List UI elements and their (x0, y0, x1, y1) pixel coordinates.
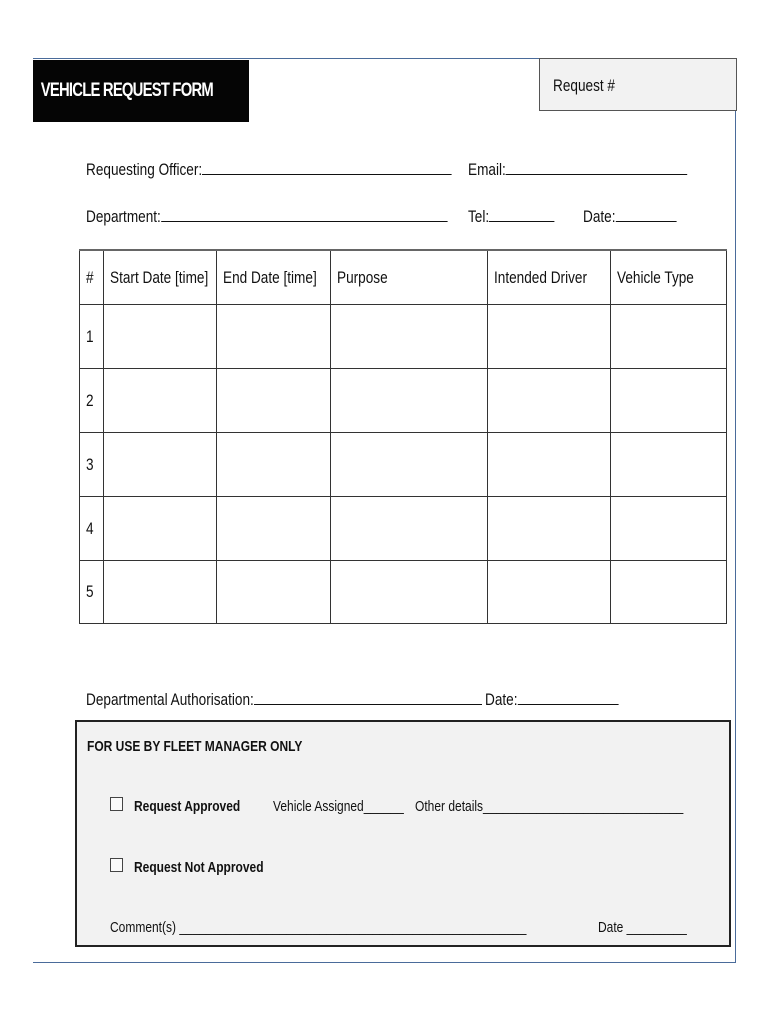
table-cell[interactable] (488, 433, 611, 497)
request-table (79, 249, 727, 624)
column-header: Intended Driver (488, 250, 611, 305)
department-row (86, 207, 447, 227)
table-cell[interactable] (488, 305, 611, 369)
table-cell[interactable] (217, 497, 331, 561)
tel-input[interactable] (489, 207, 555, 222)
authorisation-row (86, 690, 482, 710)
table-row (80, 561, 727, 624)
table-cell[interactable] (611, 433, 727, 497)
table-cell[interactable] (217, 433, 331, 497)
table-cell[interactable] (104, 561, 217, 624)
tel-row (468, 207, 555, 227)
table-cell[interactable] (611, 561, 727, 624)
table-cell[interactable] (217, 561, 331, 624)
comments-field[interactable]: Comment(s) ____________________________________________________ (110, 919, 527, 936)
requesting-officer-row (86, 160, 452, 180)
row-number: 1 (80, 305, 104, 369)
request-not-approved-label: Request Not Approved (134, 859, 264, 876)
date-input[interactable] (616, 207, 677, 222)
department-input[interactable] (161, 207, 447, 222)
column-header: Start Date [time] (104, 250, 217, 305)
request-approved-label: Request Approved (134, 798, 241, 815)
column-header: Vehicle Type (611, 250, 727, 305)
table-cell[interactable] (488, 497, 611, 561)
table-cell[interactable] (104, 305, 217, 369)
column-header: Purpose (331, 250, 488, 305)
email-input[interactable] (506, 160, 688, 175)
table-row (80, 369, 727, 433)
email-label: Email: (468, 160, 506, 179)
table-row (80, 305, 727, 369)
table-row (80, 433, 727, 497)
table-cell[interactable] (104, 497, 217, 561)
request-not-approved-checkbox[interactable] (110, 858, 123, 872)
authorisation-date-row (485, 690, 618, 710)
table-cell[interactable] (611, 497, 727, 561)
department-label: Department: (86, 207, 161, 226)
table-cell[interactable] (331, 305, 488, 369)
table-cell[interactable] (611, 305, 727, 369)
row-number: 4 (80, 497, 104, 561)
table-cell[interactable] (104, 433, 217, 497)
fleet-date-field[interactable]: Date _________ (598, 919, 687, 936)
form-title-bar (33, 60, 249, 122)
requesting-officer-label: Requesting Officer: (86, 160, 203, 179)
tel-label: Tel: (468, 207, 490, 226)
authorisation-date-input[interactable] (518, 690, 619, 705)
date-label: Date: (583, 207, 616, 226)
fleet-manager-section (75, 720, 731, 947)
email-row (468, 160, 687, 180)
table-row (80, 497, 727, 561)
request-number-field[interactable] (539, 58, 737, 111)
table-cell[interactable] (488, 369, 611, 433)
column-header: # (80, 250, 104, 305)
vehicle-assigned-field[interactable]: Vehicle Assigned______ (273, 798, 404, 815)
table-cell[interactable] (217, 305, 331, 369)
fleet-heading: FOR USE BY FLEET MANAGER ONLY (87, 738, 303, 755)
table-cell[interactable] (217, 369, 331, 433)
authorisation-label: Departmental Authorisation: (86, 690, 254, 709)
row-number: 3 (80, 433, 104, 497)
table-cell[interactable] (488, 561, 611, 624)
table-cell[interactable] (331, 497, 488, 561)
authorisation-input[interactable] (254, 690, 482, 705)
table-header-row (80, 250, 727, 305)
requesting-officer-input[interactable] (202, 160, 452, 175)
table-cell[interactable] (611, 369, 727, 433)
form-title: VEHICLE REQUEST FORM (40, 80, 213, 101)
authorisation-date-label: Date: (485, 690, 518, 709)
column-header: End Date [time] (217, 250, 331, 305)
row-number: 2 (80, 369, 104, 433)
table-cell[interactable] (331, 561, 488, 624)
date-row (583, 207, 676, 227)
table-cell[interactable] (331, 433, 488, 497)
other-details-field[interactable]: Other details______________________________ (415, 798, 684, 815)
table-cell[interactable] (331, 369, 488, 433)
table-cell[interactable] (104, 369, 217, 433)
request-number-label: Request # (553, 76, 615, 95)
request-approved-checkbox[interactable] (110, 797, 123, 811)
row-number: 5 (80, 561, 104, 624)
